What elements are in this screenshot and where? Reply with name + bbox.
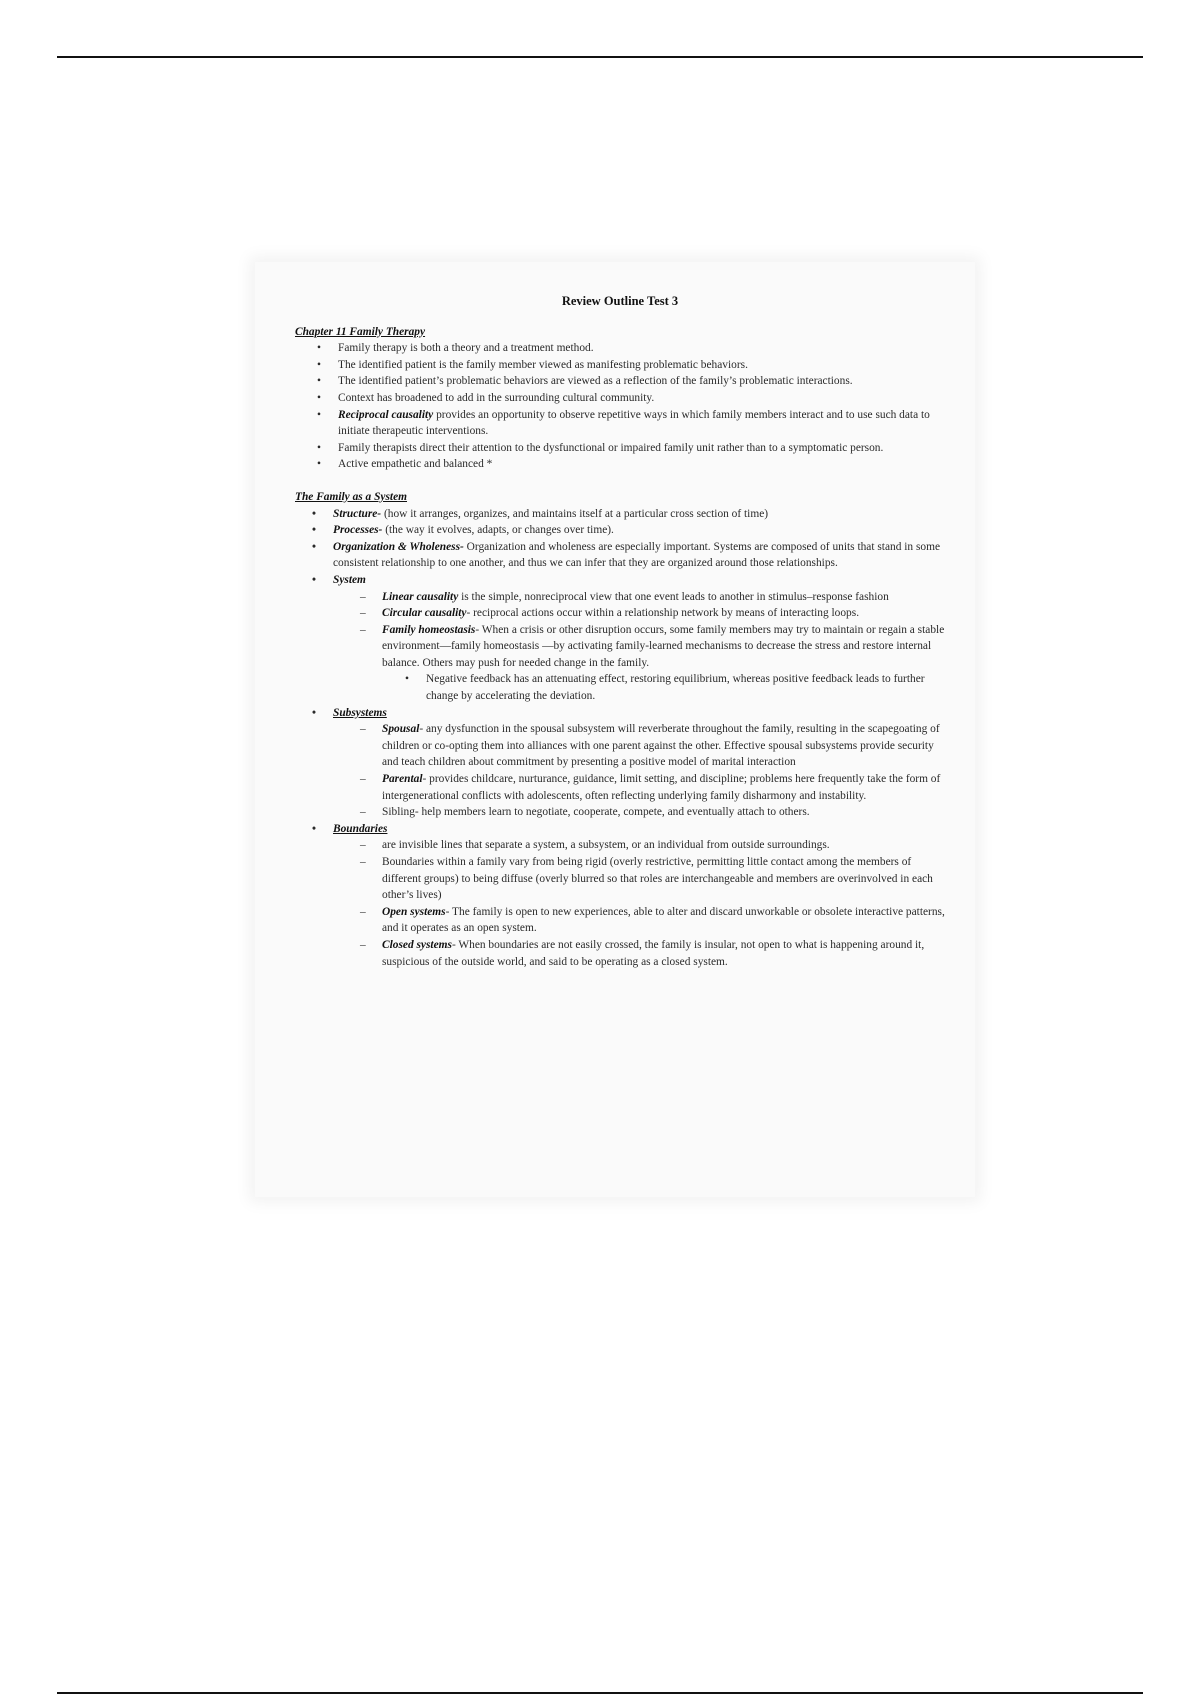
system-sublist xyxy=(333,589,945,705)
term: Parental xyxy=(382,773,423,786)
family-therapy-list xyxy=(295,340,945,473)
section-heading-family-as-system: The Family as a System xyxy=(295,490,408,503)
term: Structure- xyxy=(333,507,382,520)
page-bottom-rule xyxy=(57,1692,1143,1694)
group-heading-boundaries: Boundaries xyxy=(333,822,388,835)
term: Open systems xyxy=(382,905,446,918)
list-item: • The identified patient is the family member viewed as manifesting problematic behaviors. xyxy=(295,357,945,374)
list-item: • Active empathetic and balanced * xyxy=(295,456,945,473)
boundaries-sublist xyxy=(333,837,945,970)
list-item: • Processes- (the way it evolves, adapts, or changes over time). xyxy=(295,522,945,539)
term: Organization & Wholeness- xyxy=(333,540,464,553)
list-item: – Boundaries within a family vary from being rigid (overly restrictive, permitting little contact among the members of different groups) to being diffuse (overly blurred so that roles are interchangeable and members are overinvolved in each other’s lives) xyxy=(333,854,945,904)
page-top-rule xyxy=(57,56,1143,58)
group-system xyxy=(295,572,945,705)
term: Linear causality xyxy=(382,590,459,603)
list-item: • Family therapy is both a theory and a treatment method. xyxy=(295,340,945,357)
list-item: – Linear causality is the simple, nonreciprocal view that one event leads to another in stimulus–response fashion xyxy=(333,589,945,606)
group-boundaries xyxy=(295,821,945,970)
list-item: – Spousal- any dysfunction in the spousal subsystem will reverberate throughout the family, resulting in the scapegoating of children or co-opting them into alliances with one parent against the other. Effective spousal subsystems provide security and teach children about commitment by presenting a positive model of marital interaction xyxy=(333,721,945,771)
list-item: – Closed systems- When boundaries are not easily crossed, the family is insular, not open to what is happening around it, suspicious of the outside world, and said to be operating as a closed system. xyxy=(333,937,945,970)
section-heading-family-therapy: Chapter 11 Family Therapy xyxy=(295,325,426,338)
list-item: • Context has broadened to add in the surrounding cultural community. xyxy=(295,390,945,407)
list-item: – Family homeostasis- When a crisis or other disruption occurs, some family members may try to maintain or regain a stable environment—family homeostasis —by activating family-learned mechanisms to decrease the stress and restore internal balance. Others may push for needed change in the family. • Negative feedback has an attenuating effect, restoring equilibrium, whereas positive feedback leads to further change by accelerating the deviation. xyxy=(333,622,945,705)
term: Family homeostasis xyxy=(382,623,476,636)
list-item: – Parental- provides childcare, nurturance, guidance, limit setting, and discipline; problems here frequently take the form of intergenerational conflicts with adolescents, often reflecting underlying family disharmony and instability. xyxy=(333,771,945,804)
document-body xyxy=(295,293,945,970)
list-item: • Structure- (how it arranges, organizes, and maintains itself at a particular cross section of time) xyxy=(295,506,945,523)
term: Closed systems xyxy=(382,938,452,951)
group-heading-subsystems: Subsystems xyxy=(333,706,387,719)
document-title: Review Outline Test 3 xyxy=(561,294,679,308)
group-subsystems xyxy=(295,705,945,821)
list-item: – are invisible lines that separate a system, a subsystem, or an individual from outside surroundings. xyxy=(333,837,945,854)
list-item: • Negative feedback has an attenuating effect, restoring equilibrium, whereas positive feedback leads to further change by accelerating the deviation. xyxy=(382,671,945,704)
list-item: – Sibling- help members learn to negotiate, cooperate, compete, and eventually attach to others. xyxy=(333,804,945,821)
list-item: – Open systems- The family is open to new experiences, able to alter and discard unworkable or obsolete interactive patterns, and it operates as an open system. xyxy=(333,904,945,937)
list-item: • Reciprocal causality provides an opportunity to observe repetitive ways in which family members interact and to use such data to initiate therapeutic interventions. xyxy=(295,407,945,440)
list-item: • Organization & Wholeness- Organization and wholeness are especially important. Systems are composed of units that stand in some consistent relationship to one another, and thus we can infer that they are organized around those relationships. xyxy=(295,539,945,572)
family-system-list xyxy=(295,506,945,971)
term: Spousal xyxy=(382,723,420,736)
group-heading-system: System xyxy=(333,573,366,586)
term: Circular causality xyxy=(382,607,467,620)
homeostasis-sublist xyxy=(382,671,945,704)
list-item: – Circular causality- reciprocal actions occur within a relationship network by means of interacting loops. xyxy=(333,605,945,622)
list-item: • The identified patient’s problematic behaviors are viewed as a reflection of the family’s problematic interactions. xyxy=(295,373,945,390)
subsystems-sublist xyxy=(333,721,945,821)
term: Processes- xyxy=(333,524,383,537)
term: Reciprocal causality xyxy=(338,408,434,421)
list-item: • Family therapists direct their attention to the dysfunctional or impaired family unit rather than to a symptomatic person. xyxy=(295,440,945,457)
